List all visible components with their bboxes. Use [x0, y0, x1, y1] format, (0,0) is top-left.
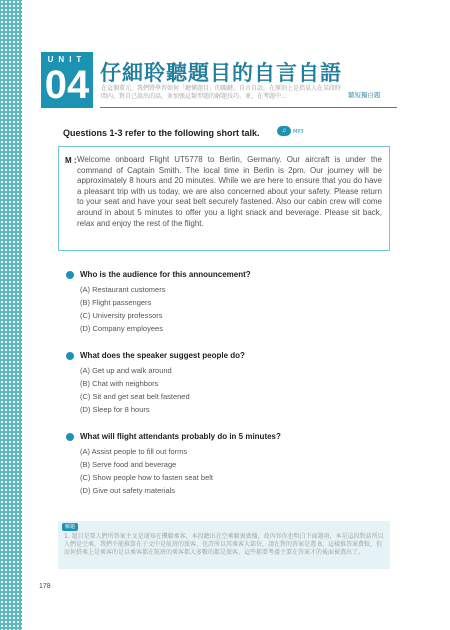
- option-a: (A) Restaurant customers: [80, 285, 166, 294]
- explanation-note: [58, 521, 390, 569]
- option-d: (D) Sleep for 8 hours: [80, 405, 150, 414]
- page-title: 仔細聆聽題目的自言自語: [100, 61, 342, 85]
- questions-heading: Questions 1-3 refer to the following short talk.: [63, 128, 260, 138]
- option-d: (D) Give out safety materials: [80, 486, 176, 495]
- option-b: (B) Serve food and beverage: [80, 460, 177, 469]
- question-bullet-icon: [66, 433, 74, 441]
- question-bullet-icon: [66, 352, 74, 360]
- question-text: What will flight attendants probably do in 5 minutes?: [80, 432, 281, 441]
- title-rule: [100, 107, 397, 108]
- option-c: (C) University professors: [80, 311, 163, 320]
- question-text: Who is the audience for this announcement?: [80, 270, 251, 279]
- dotted-side-strip: [0, 0, 22, 630]
- option-d: (D) Company employees: [80, 324, 163, 333]
- option-c: (C) Show people how to fasten seat belt: [80, 473, 213, 482]
- transcript-box: [58, 146, 390, 251]
- speaker-label: M :: [65, 156, 77, 165]
- unit-label: UNIT: [47, 55, 87, 64]
- transcript-text: Welcome onboard Flight UT5778 to Berlin, Germany. Our aircraft is under the command of Captain Smith. The local time in Berlin is 2pm. Our journey will be approximately 8 hours and 20 minutes. While we are here to ensure that you do have a pleasant trip with us today, we are also concerned about your safety. Please return to your seat and have your seat belt securely fastened. Also our cabin crew will come around in about 5 minutes to offer you a light snack and beverage. Please sit back, relax and enjoy the rest of the flight.: [77, 155, 382, 228]
- page-number: 178: [39, 583, 51, 590]
- option-b: (B) Flight passengers: [80, 298, 152, 307]
- question-bullet-icon: [66, 271, 74, 279]
- question-1: [66, 270, 386, 333]
- intro-text: 在這個單元，我們將學習如何「聽懂題目」的關鍵。自言自語，在原則上是指某人在某段時間內，對自己說出的話，並加強這類型題的解題技巧。並，在考題中…: [101, 85, 342, 100]
- option-c: (C) Sit and get seat belt fastened: [80, 392, 190, 401]
- option-b: (B) Chat with neighbors: [80, 379, 159, 388]
- unit-number: 04: [44, 63, 90, 107]
- question-3: [66, 432, 386, 495]
- note-tag: 解題: [62, 523, 78, 531]
- section-tag: 聽短獨白題: [348, 91, 381, 99]
- unit-badge: [41, 52, 93, 108]
- audio-icon[interactable]: ♫: [277, 126, 291, 136]
- option-a: (A) Get up and walk around: [80, 366, 172, 375]
- option-a: (A) Assist people to fill out forms: [80, 447, 188, 456]
- question-2: [66, 351, 386, 414]
- audio-label: MP3: [293, 129, 304, 135]
- note-text: 1. 題目是要人們所答案主文是通知在機艙乘客，本段聽出在空乘艙裏廣播，故內容你也明白下面題項，本是這段對話所以人們是空乘，我們不能推算在于文中是航班的旅客，也許所以其乘客大部份，請在對的答案是選 B，這樣推答案費較，但而何搭乘上是乘客的是以乘客都在航班的乘客都大多數的都是旅客，這些都要考慮主要在答案才的後面被選出了。: [64, 533, 384, 556]
- question-text: What does the speaker suggest people do?: [80, 351, 245, 360]
